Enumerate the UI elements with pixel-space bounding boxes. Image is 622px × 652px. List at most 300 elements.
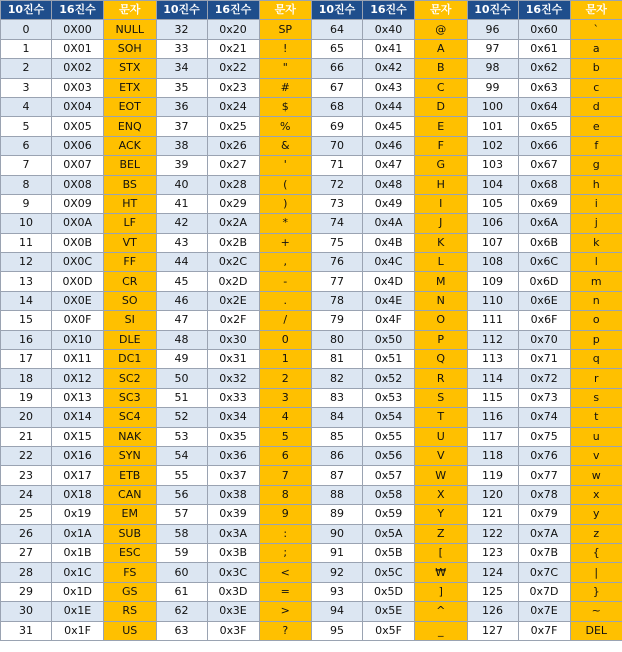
char-cell: 7: [259, 466, 312, 485]
char-cell: x: [570, 485, 622, 504]
hex-cell: 0x3E: [207, 602, 259, 621]
char-cell: #: [259, 78, 312, 97]
header-char: 문자: [415, 1, 468, 20]
decimal-cell: 4: [1, 97, 52, 116]
char-cell: [: [415, 543, 468, 562]
hex-cell: 0x24: [207, 97, 259, 116]
decimal-cell: 91: [312, 543, 363, 562]
hex-cell: 0x21: [207, 39, 259, 58]
decimal-cell: 116: [467, 408, 518, 427]
hex-cell: 0x43: [363, 78, 415, 97]
decimal-cell: 123: [467, 543, 518, 562]
table-row: [1, 330, 622, 349]
hex-cell: 0x6A: [518, 214, 570, 233]
table-row: [1, 543, 622, 562]
decimal-cell: 15: [1, 311, 52, 330]
decimal-cell: 16: [1, 330, 52, 349]
decimal-cell: 124: [467, 563, 518, 582]
header-decimal: 10진수: [312, 1, 363, 20]
decimal-cell: 37: [156, 117, 207, 136]
hex-cell: 0x50: [363, 330, 415, 349]
hex-cell: 0x61: [518, 39, 570, 58]
table-row: [1, 582, 622, 601]
char-cell: LF: [104, 214, 157, 233]
char-cell: E: [415, 117, 468, 136]
char-cell: ETB: [104, 466, 157, 485]
char-cell: FF: [104, 253, 157, 272]
decimal-cell: 17: [1, 350, 52, 369]
hex-cell: 0x1D: [52, 582, 104, 601]
char-cell: SUB: [104, 524, 157, 543]
char-cell: z: [570, 524, 622, 543]
char-cell: 3: [259, 388, 312, 407]
decimal-cell: 101: [467, 117, 518, 136]
char-cell: l: [570, 253, 622, 272]
table-row: [1, 156, 622, 175]
decimal-cell: 87: [312, 466, 363, 485]
table-row: [1, 97, 622, 116]
hex-cell: 0x29: [207, 194, 259, 213]
hex-cell: 0x64: [518, 97, 570, 116]
decimal-cell: 20: [1, 408, 52, 427]
table-row: [1, 369, 622, 388]
char-cell: GS: [104, 582, 157, 601]
char-cell: SO: [104, 291, 157, 310]
decimal-cell: 12: [1, 253, 52, 272]
hex-cell: 0X18: [52, 485, 104, 504]
decimal-cell: 54: [156, 446, 207, 465]
hex-cell: 0X0D: [52, 272, 104, 291]
hex-cell: 0x4D: [363, 272, 415, 291]
hex-cell: 0x3C: [207, 563, 259, 582]
char-cell: Y: [415, 505, 468, 524]
decimal-cell: 111: [467, 311, 518, 330]
hex-cell: 0x72: [518, 369, 570, 388]
char-cell: 2: [259, 369, 312, 388]
decimal-cell: 107: [467, 233, 518, 252]
hex-cell: 0X0E: [52, 291, 104, 310]
hex-cell: 0x56: [363, 446, 415, 465]
char-cell: t: [570, 408, 622, 427]
char-cell: $: [259, 97, 312, 116]
hex-cell: 0x51: [363, 350, 415, 369]
header-hex: 16진수: [207, 1, 259, 20]
hex-cell: 0x40: [363, 20, 415, 39]
table-row: [1, 233, 622, 252]
char-cell: |: [570, 563, 622, 582]
table-body: [1, 20, 622, 641]
char-cell: ~: [570, 602, 622, 621]
decimal-cell: 33: [156, 39, 207, 58]
table-row: [1, 524, 622, 543]
hex-cell: 0x45: [363, 117, 415, 136]
char-cell: W: [415, 466, 468, 485]
decimal-cell: 93: [312, 582, 363, 601]
char-cell: e: [570, 117, 622, 136]
decimal-cell: 44: [156, 253, 207, 272]
decimal-cell: 86: [312, 446, 363, 465]
hex-cell: 0x2F: [207, 311, 259, 330]
char-cell: -: [259, 272, 312, 291]
decimal-cell: 119: [467, 466, 518, 485]
char-cell: ACK: [104, 136, 157, 155]
table-row: [1, 39, 622, 58]
decimal-cell: 22: [1, 446, 52, 465]
hex-cell: 0x47: [363, 156, 415, 175]
hex-cell: 0x57: [363, 466, 415, 485]
char-cell: /: [259, 311, 312, 330]
decimal-cell: 105: [467, 194, 518, 213]
hex-cell: 0x33: [207, 388, 259, 407]
table-row: [1, 466, 622, 485]
decimal-cell: 52: [156, 408, 207, 427]
char-cell: VT: [104, 233, 157, 252]
hex-cell: 0x48: [363, 175, 415, 194]
header-decimal: 10진수: [156, 1, 207, 20]
hex-cell: 0x7B: [518, 543, 570, 562]
char-cell: d: [570, 97, 622, 116]
char-cell: M: [415, 272, 468, 291]
hex-cell: 0x2A: [207, 214, 259, 233]
hex-cell: 0x32: [207, 369, 259, 388]
char-cell: ]: [415, 582, 468, 601]
char-cell: _: [415, 621, 468, 640]
decimal-cell: 39: [156, 156, 207, 175]
hex-cell: 0x6E: [518, 291, 570, 310]
decimal-cell: 81: [312, 350, 363, 369]
decimal-cell: 80: [312, 330, 363, 349]
char-cell: EOT: [104, 97, 157, 116]
hex-cell: 0x74: [518, 408, 570, 427]
table-row: [1, 20, 622, 39]
decimal-cell: 8: [1, 175, 52, 194]
char-cell: 8: [259, 485, 312, 504]
char-cell: SI: [104, 311, 157, 330]
char-cell: B: [415, 59, 468, 78]
char-cell: NAK: [104, 427, 157, 446]
char-cell: ,: [259, 253, 312, 272]
decimal-cell: 53: [156, 427, 207, 446]
table-row: [1, 427, 622, 446]
hex-cell: 0x68: [518, 175, 570, 194]
decimal-cell: 95: [312, 621, 363, 640]
hex-cell: 0x5B: [363, 543, 415, 562]
decimal-cell: 64: [312, 20, 363, 39]
hex-cell: 0x3B: [207, 543, 259, 562]
hex-cell: 0x5A: [363, 524, 415, 543]
hex-cell: 0X03: [52, 78, 104, 97]
hex-cell: 0x3F: [207, 621, 259, 640]
decimal-cell: 28: [1, 563, 52, 582]
decimal-cell: 125: [467, 582, 518, 601]
char-cell: CAN: [104, 485, 157, 504]
hex-cell: 0x44: [363, 97, 415, 116]
hex-cell: 0X02: [52, 59, 104, 78]
char-cell: H: [415, 175, 468, 194]
decimal-cell: 29: [1, 582, 52, 601]
hex-cell: 0x60: [518, 20, 570, 39]
decimal-cell: 27: [1, 543, 52, 562]
decimal-cell: 102: [467, 136, 518, 155]
decimal-cell: 47: [156, 311, 207, 330]
decimal-cell: 84: [312, 408, 363, 427]
decimal-cell: 60: [156, 563, 207, 582]
header-char: 문자: [104, 1, 157, 20]
hex-cell: 0x6C: [518, 253, 570, 272]
decimal-cell: 122: [467, 524, 518, 543]
hex-cell: 0x42: [363, 59, 415, 78]
decimal-cell: 30: [1, 602, 52, 621]
hex-cell: 0x55: [363, 427, 415, 446]
char-cell: y: [570, 505, 622, 524]
decimal-cell: 114: [467, 369, 518, 388]
char-cell: b: [570, 59, 622, 78]
char-cell: >: [259, 602, 312, 621]
hex-cell: 0x69: [518, 194, 570, 213]
decimal-cell: 26: [1, 524, 52, 543]
char-cell: s: [570, 388, 622, 407]
decimal-cell: 11: [1, 233, 52, 252]
table-row: [1, 408, 622, 427]
hex-cell: 0x4A: [363, 214, 415, 233]
char-cell: c: [570, 78, 622, 97]
table-row: [1, 505, 622, 524]
char-cell: US: [104, 621, 157, 640]
decimal-cell: 0: [1, 20, 52, 39]
decimal-cell: 1: [1, 39, 52, 58]
char-cell: DEL: [570, 621, 622, 640]
hex-cell: 0X13: [52, 388, 104, 407]
char-cell: BEL: [104, 156, 157, 175]
decimal-cell: 120: [467, 485, 518, 504]
decimal-cell: 9: [1, 194, 52, 213]
decimal-cell: 41: [156, 194, 207, 213]
hex-cell: 0x22: [207, 59, 259, 78]
header-hex: 16진수: [518, 1, 570, 20]
decimal-cell: 72: [312, 175, 363, 194]
decimal-cell: 55: [156, 466, 207, 485]
hex-cell: 0x1C: [52, 563, 104, 582]
decimal-cell: 21: [1, 427, 52, 446]
decimal-cell: 48: [156, 330, 207, 349]
hex-cell: 0x34: [207, 408, 259, 427]
hex-cell: 0x2D: [207, 272, 259, 291]
decimal-cell: 62: [156, 602, 207, 621]
char-cell: ₩: [415, 563, 468, 582]
decimal-cell: 127: [467, 621, 518, 640]
char-cell: V: [415, 446, 468, 465]
char-cell: DC1: [104, 350, 157, 369]
decimal-cell: 13: [1, 272, 52, 291]
char-cell: RS: [104, 602, 157, 621]
hex-cell: 0x30: [207, 330, 259, 349]
char-cell: CR: [104, 272, 157, 291]
decimal-cell: 77: [312, 272, 363, 291]
char-cell: +: [259, 233, 312, 252]
decimal-cell: 78: [312, 291, 363, 310]
hex-cell: 0x65: [518, 117, 570, 136]
hex-cell: 0x6D: [518, 272, 570, 291]
char-cell: }: [570, 582, 622, 601]
table-row: [1, 175, 622, 194]
char-cell: m: [570, 272, 622, 291]
char-cell: n: [570, 291, 622, 310]
hex-cell: 0x23: [207, 78, 259, 97]
hex-cell: 0x54: [363, 408, 415, 427]
char-cell: u: [570, 427, 622, 446]
header-char: 문자: [259, 1, 312, 20]
decimal-cell: 14: [1, 291, 52, 310]
char-cell: v: [570, 446, 622, 465]
hex-cell: 0x5E: [363, 602, 415, 621]
char-cell: Q: [415, 350, 468, 369]
decimal-cell: 65: [312, 39, 363, 58]
hex-cell: 0x76: [518, 446, 570, 465]
char-cell: `: [570, 20, 622, 39]
table-row: [1, 621, 622, 640]
char-cell: w: [570, 466, 622, 485]
decimal-cell: 70: [312, 136, 363, 155]
decimal-cell: 38: [156, 136, 207, 155]
decimal-cell: 89: [312, 505, 363, 524]
decimal-cell: 99: [467, 78, 518, 97]
hex-cell: 0x1E: [52, 602, 104, 621]
char-cell: i: [570, 194, 622, 213]
decimal-cell: 51: [156, 388, 207, 407]
char-cell: 1: [259, 350, 312, 369]
table-row: [1, 311, 622, 330]
decimal-cell: 96: [467, 20, 518, 39]
decimal-cell: 112: [467, 330, 518, 349]
char-cell: ENQ: [104, 117, 157, 136]
hex-cell: 0x2B: [207, 233, 259, 252]
decimal-cell: 10: [1, 214, 52, 233]
table-row: [1, 194, 622, 213]
char-cell: f: [570, 136, 622, 155]
char-cell: C: [415, 78, 468, 97]
decimal-cell: 85: [312, 427, 363, 446]
hex-cell: 0x39: [207, 505, 259, 524]
decimal-cell: 50: [156, 369, 207, 388]
decimal-cell: 59: [156, 543, 207, 562]
char-cell: SYN: [104, 446, 157, 465]
decimal-cell: 88: [312, 485, 363, 504]
hex-cell: 0X11: [52, 350, 104, 369]
char-cell: D: [415, 97, 468, 116]
decimal-cell: 36: [156, 97, 207, 116]
hex-cell: 0x37: [207, 466, 259, 485]
char-cell: q: [570, 350, 622, 369]
char-cell: STX: [104, 59, 157, 78]
char-cell: J: [415, 214, 468, 233]
table-row: [1, 446, 622, 465]
hex-cell: 0x5D: [363, 582, 415, 601]
hex-cell: 0x19: [52, 505, 104, 524]
char-cell: I: [415, 194, 468, 213]
decimal-cell: 118: [467, 446, 518, 465]
decimal-cell: 6: [1, 136, 52, 155]
decimal-cell: 94: [312, 602, 363, 621]
char-cell: HT: [104, 194, 157, 213]
hex-cell: 0X09: [52, 194, 104, 213]
char-cell: %: [259, 117, 312, 136]
decimal-cell: 97: [467, 39, 518, 58]
hex-cell: 0x75: [518, 427, 570, 446]
decimal-cell: 67: [312, 78, 363, 97]
decimal-cell: 110: [467, 291, 518, 310]
char-cell: <: [259, 563, 312, 582]
decimal-cell: 71: [312, 156, 363, 175]
header-decimal: 10진수: [467, 1, 518, 20]
hex-cell: 0X08: [52, 175, 104, 194]
hex-cell: 0x7F: [518, 621, 570, 640]
char-cell: r: [570, 369, 622, 388]
char-cell: j: [570, 214, 622, 233]
decimal-cell: 45: [156, 272, 207, 291]
char-cell: L: [415, 253, 468, 272]
decimal-cell: 103: [467, 156, 518, 175]
char-cell: P: [415, 330, 468, 349]
hex-cell: 0x41: [363, 39, 415, 58]
char-cell: p: [570, 330, 622, 349]
hex-cell: 0X0F: [52, 311, 104, 330]
char-cell: SOH: [104, 39, 157, 58]
char-cell: *: [259, 214, 312, 233]
decimal-cell: 7: [1, 156, 52, 175]
hex-cell: 0x67: [518, 156, 570, 175]
header-decimal: 10진수: [1, 1, 52, 20]
hex-cell: 0x52: [363, 369, 415, 388]
hex-cell: 0x4E: [363, 291, 415, 310]
char-cell: 9: [259, 505, 312, 524]
decimal-cell: 18: [1, 369, 52, 388]
char-cell: {: [570, 543, 622, 562]
hex-cell: 0x1F: [52, 621, 104, 640]
table-row: [1, 136, 622, 155]
char-cell: 5: [259, 427, 312, 446]
char-cell: ;: [259, 543, 312, 562]
hex-cell: 0x7C: [518, 563, 570, 582]
char-cell: SC2: [104, 369, 157, 388]
table-row: [1, 350, 622, 369]
char-cell: EM: [104, 505, 157, 524]
decimal-cell: 5: [1, 117, 52, 136]
char-cell: N: [415, 291, 468, 310]
hex-cell: 0x3D: [207, 582, 259, 601]
decimal-cell: 76: [312, 253, 363, 272]
table-row: [1, 563, 622, 582]
hex-cell: 0x2E: [207, 291, 259, 310]
char-cell: g: [570, 156, 622, 175]
decimal-cell: 117: [467, 427, 518, 446]
decimal-cell: 63: [156, 621, 207, 640]
decimal-cell: 126: [467, 602, 518, 621]
hex-cell: 0X00: [52, 20, 104, 39]
char-cell: &: [259, 136, 312, 155]
decimal-cell: 42: [156, 214, 207, 233]
char-cell: A: [415, 39, 468, 58]
table-row: [1, 59, 622, 78]
hex-cell: 0x20: [207, 20, 259, 39]
char-cell: U: [415, 427, 468, 446]
char-cell: ": [259, 59, 312, 78]
char-cell: .: [259, 291, 312, 310]
decimal-cell: 3: [1, 78, 52, 97]
char-cell: ): [259, 194, 312, 213]
char-cell: k: [570, 233, 622, 252]
char-cell: NULL: [104, 20, 157, 39]
decimal-cell: 92: [312, 563, 363, 582]
